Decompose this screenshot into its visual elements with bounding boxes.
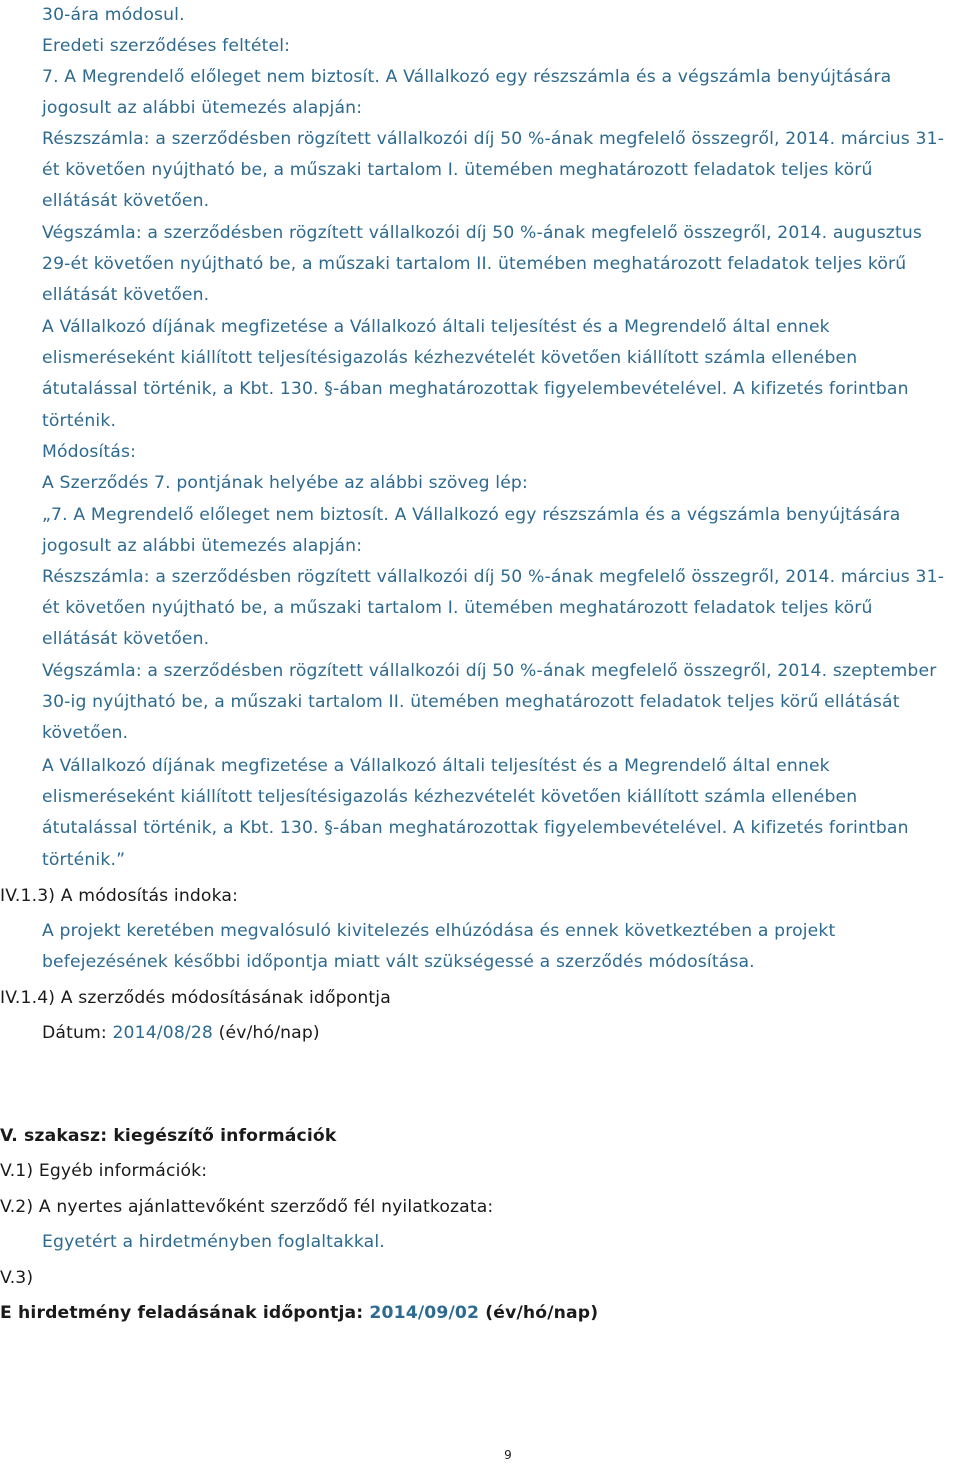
- page-number: 9: [504, 1448, 512, 1462]
- original-payment-terms: A Vállalkozó díjának megfizetése a Vállalkozó általi teljesítést és a Megrendelő által ennek elismeréseként kiállított teljesítésigazolás kézhezvételét követően kiállított számla ellenében átutalással történik, a Kbt. 130. §-ában meghatározottak figyelembevételével. A kifizetés forintban történik.: [42, 317, 909, 431]
- original-partial-invoice: Részszámla: a szerződésben rögzített vállalkozói díj 50 %-ának megfelelő összegről, 2014. március 31-ét követően nyújtható be, a műszaki tartalom I. ütemében meghatározott feladatok teljes körű ellátását követően.: [42, 129, 945, 212]
- modified-partial-invoice: Részszámla: a szerződésben rögzített vállalkozói díj 50 %-ának megfelelő összegről, 2014. március 31-ét követően nyújtható be, a műszaki tartalom I. ütemében meghatározott feladatok teljes körű ellátását követően.: [42, 567, 945, 650]
- modified-payment-terms: A Vállalkozó díjának megfizetése a Vállalkozó általi teljesítést és a Megrendelő által ennek elismeréseként kiállított teljesítésigazolás kézhezvételét követően kiállított számla ellenében átutalással történik, a Kbt. 130. §-ában meghatározottak figyelembevételével. A kifizetés forintban történik.”: [42, 756, 909, 870]
- publication-date-value: 2014/09/02: [369, 1303, 480, 1323]
- section-iv-1-4-heading: IV.1.4) A szerződés módosításának időpontja: [0, 988, 391, 1008]
- date-label: Dátum:: [42, 1023, 113, 1043]
- publication-date-unit: (év/hó/nap): [479, 1303, 599, 1323]
- modified-clause-7: „7. A Megrendelő előleget nem biztosít. A Vállalkozó egy részszámla és a végszámla benyújtására jogosult az alábbi ütemezés alapján:: [42, 505, 901, 557]
- original-final-invoice: Végszámla: a szerződésben rögzített vállalkozói díj 50 %-ának megfelelő összegről, 2014. augusztus 29-ét követően nyújtható be, a műszaki tartalom II. ütemében meghatározott feladatok teljes körű ellátását követően.: [42, 223, 923, 306]
- winner-statement-text: Egyetért a hirdetményben foglaltakkal.: [42, 1232, 385, 1252]
- modification-reason-text: A projekt keretében megvalósuló kivitelezés elhúzódása és ennek következtében a projekt befejezésének későbbi időpontja miatt vált szükségessé a szerződés módosítása.: [42, 921, 836, 973]
- modified-final-invoice: Végszámla: a szerződésben rögzített vállalkozói díj 50 %-ának megfelelő összegről, 2014. szeptember 30-ig nyújtható be, a műszaki tartalom II. ütemében meghatározott feladatok teljes körű ellátását követően.: [42, 661, 937, 744]
- section-iv-1-3-heading: IV.1.3) A módosítás indoka:: [0, 886, 239, 906]
- modification-date-value: 2014/08/28: [112, 1023, 214, 1043]
- section-v-2-heading: V.2) A nyertes ajánlattevőként szerződő fél nyilatkozata:: [0, 1197, 494, 1217]
- original-clause-7: 7. A Megrendelő előleget nem biztosít. A Vállalkozó egy részszámla és a végszámla benyújtására jogosult az alábbi ütemezés alapján:: [42, 67, 892, 119]
- publication-date-label: E hirdetmény feladásának időpontja:: [0, 1303, 370, 1323]
- section-v-heading: V. szakasz: kiegészítő információk: [0, 1126, 337, 1146]
- publication-date-line: [0, 1297, 950, 1329]
- modification-date-line: [42, 1018, 952, 1049]
- text-line-modification-note: 30-ára módosul.: [42, 5, 185, 25]
- original-condition-label: Eredeti szerződéses feltétel:: [42, 36, 291, 56]
- section-v-3-heading: V.3): [0, 1268, 34, 1288]
- modification-intro: A Szerződés 7. pontjának helyébe az alábbi szöveg lép:: [42, 473, 528, 493]
- date-unit: (év/hó/nap): [213, 1023, 320, 1043]
- modification-label: Módosítás:: [42, 442, 137, 462]
- section-v-1-heading: V.1) Egyéb információk:: [0, 1161, 208, 1181]
